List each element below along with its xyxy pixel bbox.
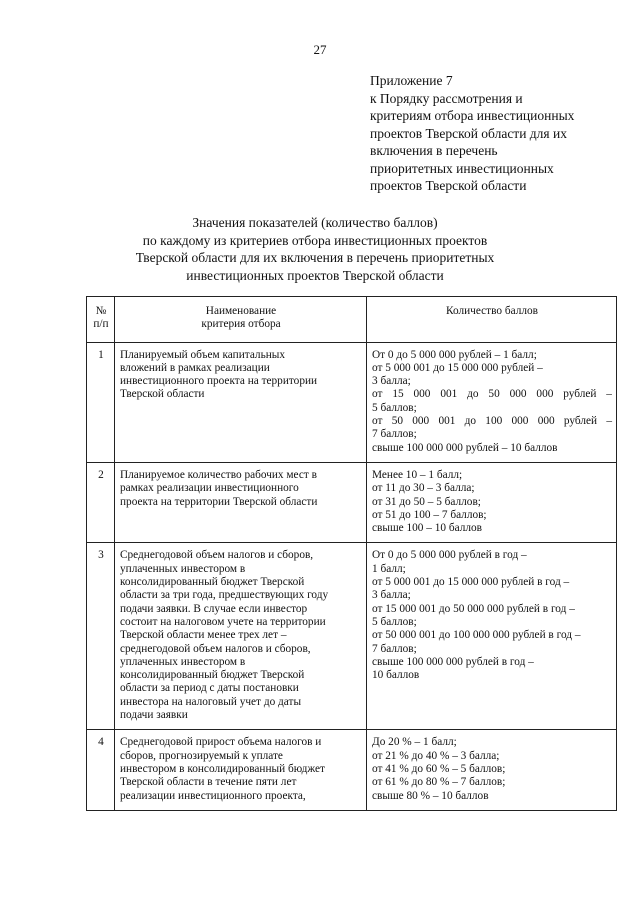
criterion-line: вложений в рамках реализации bbox=[120, 361, 270, 374]
score-line: от 11 до 30 – 3 балла; bbox=[372, 482, 475, 495]
criterion-line: уплаченных инвестором в bbox=[120, 655, 246, 668]
score-word: 000 bbox=[412, 415, 430, 428]
score-word: – bbox=[606, 415, 612, 428]
score-cell bbox=[367, 462, 617, 542]
score-line: 3 балла; bbox=[372, 375, 411, 388]
score-line: 7 баллов; bbox=[372, 642, 417, 655]
score-word: 000 bbox=[536, 388, 554, 401]
appendix-note bbox=[370, 72, 620, 195]
score-word: рублей bbox=[563, 388, 597, 401]
appendix-line: проектов Тверской области для их bbox=[370, 125, 567, 141]
score-word: до bbox=[467, 388, 479, 401]
header-text: критерия отбора bbox=[201, 318, 281, 331]
table-row bbox=[87, 342, 617, 462]
score-word: 000 bbox=[511, 415, 529, 428]
criterion-line: Тверской области менее трех лет – bbox=[120, 629, 287, 642]
page-number: 27 bbox=[313, 42, 327, 57]
criterion-line: состоит на налоговом учете на территории bbox=[120, 615, 326, 628]
score-line: от 61 % до 80 % – 7 баллов; bbox=[372, 776, 506, 789]
header-score bbox=[367, 297, 617, 343]
criterion-line: подачи заявки bbox=[120, 709, 188, 722]
appendix-line: проектов Тверской области bbox=[370, 178, 527, 193]
score-word: от bbox=[372, 388, 383, 401]
criterion-line: Среднегодовой прирост объема налогов и bbox=[120, 736, 322, 749]
score-word: 001 bbox=[440, 388, 458, 401]
row-number: 2 bbox=[87, 462, 115, 542]
criteria-table bbox=[86, 296, 617, 811]
score-line: Менее 10 – 1 балл; bbox=[372, 468, 463, 481]
criterion-line: рамках реализации инвестиционного bbox=[120, 482, 299, 495]
document-heading bbox=[80, 214, 550, 284]
score-word: 15 bbox=[392, 388, 404, 401]
score-line: 1 балл; bbox=[372, 562, 406, 575]
score-cell bbox=[367, 543, 617, 730]
criterion-line: Планируемый объем капитальных bbox=[120, 348, 286, 361]
score-word: 000 bbox=[509, 388, 527, 401]
criterion-line: проекта на территории Тверской области bbox=[120, 495, 318, 508]
score-line: От 0 до 5 000 000 рублей в год – bbox=[372, 549, 527, 562]
criterion-line: консолидированный бюджет Тверской bbox=[120, 576, 305, 589]
score-word: 50 bbox=[391, 415, 403, 428]
score-line: от 5 000 001 до 15 000 000 рублей – bbox=[372, 361, 543, 374]
score-line: свыше 100 000 000 рублей в год – bbox=[372, 655, 534, 668]
appendix-line: Приложение 7 bbox=[370, 73, 453, 88]
header-text: Количество баллов bbox=[446, 305, 538, 317]
score-line: свыше 80 % – 10 баллов bbox=[372, 789, 489, 802]
criterion-line: сборов, прогнозируемый к уплате bbox=[120, 749, 283, 762]
row-number: 1 bbox=[87, 342, 115, 462]
row-number: 3 bbox=[87, 543, 115, 730]
criterion-line: подачи заявки. В случае если инвестор bbox=[120, 602, 308, 615]
score-word: 50 bbox=[488, 388, 500, 401]
criterion-line: области за три года, предшествующих году bbox=[120, 589, 329, 602]
table-row bbox=[87, 462, 617, 542]
score-line: 3 балла; bbox=[372, 589, 411, 602]
score-line: От 0 до 5 000 000 рублей – 1 балл; bbox=[372, 348, 537, 361]
score-word: 100 bbox=[485, 415, 503, 428]
score-line bbox=[372, 415, 612, 428]
score-line: от 15 000 001 до 50 000 000 рублей в год – bbox=[372, 602, 575, 615]
score-line: До 20 % – 1 балл; bbox=[372, 736, 457, 749]
score-word: 000 bbox=[413, 388, 431, 401]
criterion-line: Среднегодовой объем налогов и сборов, bbox=[120, 549, 314, 562]
criterion-line: среднегодовой объем налогов и сборов, bbox=[120, 642, 311, 655]
score-cell bbox=[367, 730, 617, 810]
score-line: от 50 000 001 до 100 000 000 рублей в год – bbox=[372, 629, 581, 642]
score-line: 7 баллов; bbox=[372, 428, 417, 441]
criterion-cell bbox=[115, 543, 367, 730]
appendix-line: приоритетных инвестиционных bbox=[370, 160, 554, 176]
table-row bbox=[87, 543, 617, 730]
score-cell bbox=[367, 342, 617, 462]
score-line: от 41 % до 60 % – 5 баллов; bbox=[372, 762, 506, 775]
score-word: 000 bbox=[537, 415, 555, 428]
criterion-line: консолидированный бюджет Тверской bbox=[120, 669, 305, 682]
score-word: до bbox=[464, 415, 477, 428]
header-text: № bbox=[95, 305, 107, 317]
row-number: 4 bbox=[87, 730, 115, 810]
score-line: 5 баллов; bbox=[372, 615, 417, 628]
score-line: свыше 100 – 10 баллов bbox=[372, 522, 482, 535]
criterion-line: Планируемое количество рабочих мест в bbox=[120, 468, 317, 481]
header-text: п/п bbox=[93, 318, 109, 331]
appendix-line: к Порядку рассмотрения и bbox=[370, 90, 523, 106]
score-word: – bbox=[606, 388, 612, 401]
criterion-cell bbox=[115, 342, 367, 462]
score-line: от 31 до 50 – 5 баллов; bbox=[372, 495, 481, 508]
criterion-line: уплаченных инвестором в bbox=[120, 562, 246, 575]
appendix-line: критериям отбора инвестиционных bbox=[370, 108, 575, 123]
score-word: рублей bbox=[563, 415, 598, 428]
table-header-row bbox=[87, 297, 617, 343]
criterion-line: Тверской области bbox=[120, 388, 205, 401]
score-line: 5 баллов; bbox=[372, 401, 417, 414]
table-row bbox=[87, 730, 617, 810]
score-line: от 51 до 100 – 7 баллов; bbox=[372, 508, 487, 521]
score-line: 10 баллов bbox=[372, 669, 420, 682]
score-word: 001 bbox=[438, 415, 456, 428]
heading-line: Значения показателей (количество баллов) bbox=[192, 215, 438, 230]
score-word: от bbox=[372, 415, 383, 428]
score-line: от 21 % до 40 % – 3 балла; bbox=[372, 749, 500, 762]
heading-line: по каждому из критериев отбора инвестиционных проектов bbox=[142, 232, 488, 248]
criterion-line: области за период с даты постановки bbox=[120, 682, 299, 695]
criterion-line: Тверской области в течение пяти лет bbox=[120, 776, 297, 789]
criterion-line: реализации инвестиционного проекта, bbox=[120, 789, 306, 802]
criterion-cell bbox=[115, 462, 367, 542]
criterion-line: инвестора на налоговый учет до даты bbox=[120, 695, 302, 708]
heading-line: инвестиционных проектов Тверской области bbox=[186, 267, 444, 283]
heading-line: Тверской области для их включения в перечень приоритетных bbox=[135, 250, 495, 265]
header-num bbox=[87, 297, 115, 343]
appendix-line: включения в перечень bbox=[370, 143, 498, 158]
score-line: свыше 100 000 000 рублей – 10 баллов bbox=[372, 441, 558, 454]
header-text: Наименование bbox=[205, 305, 277, 317]
score-line: от 5 000 001 до 15 000 000 рублей в год – bbox=[372, 576, 570, 589]
criterion-cell bbox=[115, 730, 367, 810]
header-criterion bbox=[115, 297, 367, 343]
score-line bbox=[372, 388, 612, 401]
criterion-line: инвестиционного проекта на территории bbox=[120, 375, 318, 388]
criterion-line: инвестором в консолидированный бюджет bbox=[120, 762, 325, 775]
